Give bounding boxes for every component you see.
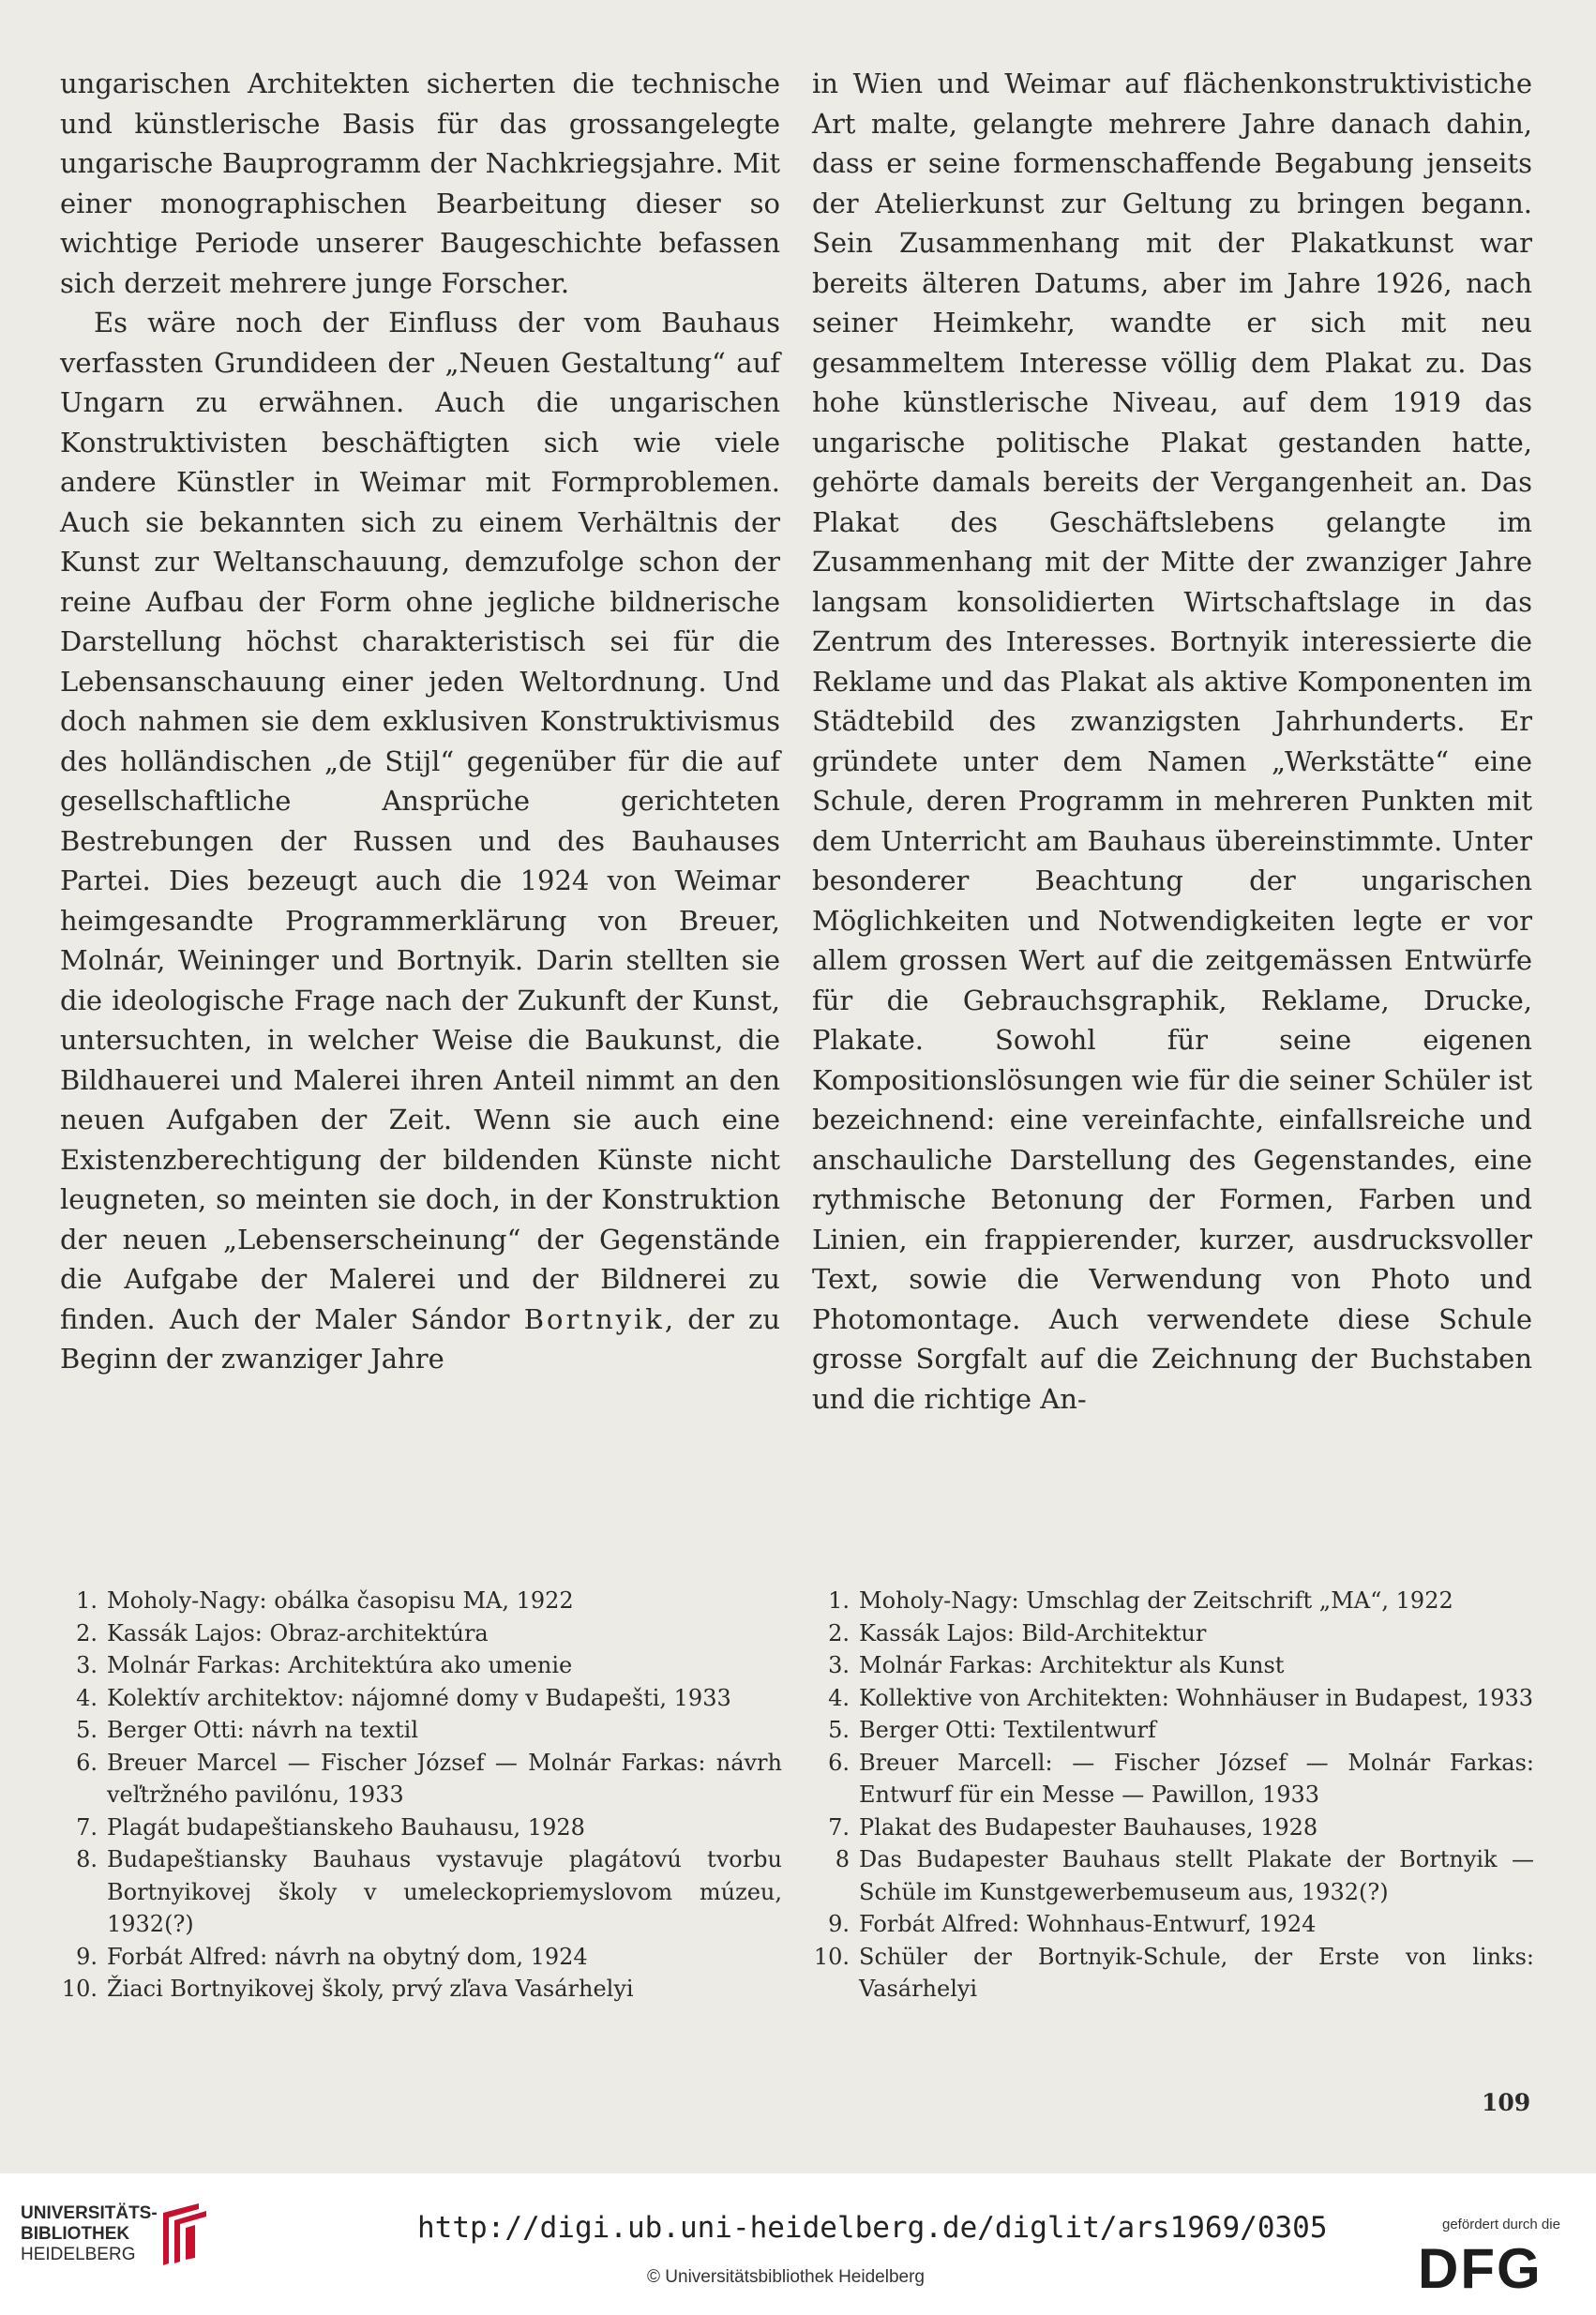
library-logo-text — [21, 2203, 158, 2265]
paragraph-2-end: , der zu Beginn der zwanziger Jahre — [60, 1302, 781, 1375]
caption-text: Kolektív architektov: nájomné domy v Budapešti, 1933 — [107, 1684, 731, 1711]
caption-text: Forbát Alfred: návrh na obytný dom, 1924 — [107, 1943, 588, 1970]
caption-number: 1. — [76, 1587, 98, 1614]
caption-text: Moholy-Nagy: Umschlag der Zeitschrift „MA“, 1922 — [859, 1587, 1453, 1614]
library-name-line3: HEIDELBERG — [21, 2245, 136, 2264]
caption-number: 2. — [76, 1619, 98, 1646]
page-number: 109 — [1482, 2089, 1531, 2116]
caption-item — [60, 1585, 782, 1617]
captions-slovak — [60, 1585, 782, 2006]
caption-item — [812, 1908, 1534, 1941]
caption-number: 3. — [828, 1652, 850, 1678]
caption-text: Kassák Lajos: Obraz-architektúra — [107, 1619, 489, 1646]
library-name-line2: BIBLIOTHEK — [21, 2224, 130, 2244]
caption-item — [812, 1649, 1534, 1682]
caption-item — [60, 1682, 782, 1715]
permalink-url[interactable]: http://digi.ub.uni-heidelberg.de/diglit/ars1969/0305 — [417, 2211, 1328, 2245]
left-text-column — [60, 64, 780, 1379]
caption-number: 6. — [828, 1749, 850, 1776]
caption-text: Žiaci Bortnyikovej školy, prvý zľava Vasárhelyi — [107, 1976, 634, 2002]
footer-bar — [0, 2173, 1596, 2315]
library-logo-icon — [158, 2200, 212, 2269]
caption-item — [60, 1714, 782, 1747]
dfg-logo: DFG — [1418, 2237, 1543, 2300]
caption-text: Breuer Marcell: — Fischer József — Molnár Farkas: Entwurf für ein Messe — Pawillon, 1933 — [859, 1749, 1534, 1808]
caption-number: 8 — [835, 1846, 850, 1872]
caption-number: 2. — [828, 1619, 850, 1646]
caption-number: 5. — [828, 1717, 850, 1743]
caption-text: Molnár Farkas: Architektúra ako umenie — [107, 1652, 573, 1678]
caption-text: Berger Otti: návrh na textil — [107, 1717, 418, 1743]
library-name-line1: UNIVERSITÄTS- — [21, 2203, 158, 2223]
caption-number: 7. — [76, 1813, 98, 1841]
paragraph-2-text: Es wäre noch der Einfluss der vom Bauhaus verfassten Grundideen der „Neuen Gestaltung“ auf Ungarn zu erwähnen. Auch die ungarischen Konstruktivisten beschäftigten sich wie viele andere Künstler in Weimar mit Formproblemen. Auch sie bekannten sich zu einem Verhältnis der Kunst zur Weltanschauung, demzufolge schon der reine Aufbau der Form ohne jegliche bildnerische Darstellung höchst charakteristisch sei für die Lebensanschauung einer jeden Weltordnung. Und doch nahmen sie dem exklusiven Konstruktivismus des holländischen „de Stijl“ gegenüber für die auf gesellschaftliche Ansprüche gerichteten Bestrebungen der Russen und des Bauhauses Partei. Dies bezeugt auch die 1924 von Weimar heimgesandte Programmerklärung von Breuer, Molnár, Weininger und Bortnyik. Darin stellten sie die ideologische Frage nach der Zukunft der Kunst, untersuchten, in welcher Weise die Baukunst, die Bildhauerei und Malerei ihren Anteil nimmt an den neuen Aufgaben der Zeit. Wenn sie auch eine Existenzberechtigung der bildenden Künste nicht leugneten, so meinten sie doch, in der Konstruktion der neuen „Lebenserscheinung“ der Gegenstände die Aufgabe der Malerei und der Bildnerei zu finden. Auch der Maler Sándor — [60, 307, 780, 1335]
caption-number: 9. — [828, 1911, 850, 1937]
caption-number: 3. — [76, 1652, 98, 1678]
caption-item — [60, 1811, 782, 1844]
caption-text: Kollektive von Architekten: Wohnhäuser in Budapest, 1933 — [859, 1684, 1534, 1711]
caption-number: 7. — [828, 1813, 850, 1841]
caption-item — [60, 1747, 782, 1811]
caption-number: 10. — [61, 1976, 98, 2002]
caption-number: 6. — [76, 1749, 98, 1776]
caption-item — [812, 1843, 1534, 1908]
caption-text: Plakat des Budapester Bauhauses, 1928 — [859, 1813, 1318, 1841]
caption-text: Budapeštiansky Bauhaus vystavuje plagátovú tvorbu Bortnyikovej školy v umeleckopriemyslovom múzeu, 1932(?) — [107, 1846, 782, 1937]
caption-item — [60, 1973, 782, 2006]
caption-number: 5. — [76, 1717, 98, 1743]
sponsor-text: gefördert durch die — [1442, 2217, 1560, 2232]
caption-text: Das Budapester Bauhaus stellt Plakate der Bortnyik — Schüle im Kunstgewerbemuseum aus, 1932(?) — [859, 1846, 1534, 1905]
caption-text: Moholy-Nagy: obálka časopisu MA, 1922 — [107, 1587, 574, 1614]
caption-text: Breuer Marcel — Fischer József — Molnár Farkas: návrh veľtržného pavilónu, 1933 — [107, 1749, 782, 1808]
name-bortnyik: Bortnyik — [523, 1302, 665, 1335]
paragraph-3: in Wien und Weimar auf flächenkonstruktivistiche Art malte, gelangte mehrere Jahre danach dahin, dass er seine formenschaffende Begabung jenseits der Atelierkunst zur Geltung zu bringen begann. Sein Zusammenhang mit der Plakatkunst war bereits älteren Datums, aber im Jahre 1926, nach seiner Heimkehr, wandte er sich mit neu gesammeltem Interesse völlig dem Plakat zu. Das hohe künstlerische Niveau, auf dem 1919 das ungarische politische Plakat gestanden hatte, gehörte damals bereits der Vergangenheit an. Das Plakat des Geschäftslebens gelangte im Zusammenhang mit der Mitte der zwanziger Jahre langsam konsolidierten Wirtschaftslage in das Zentrum des Interesses. Bortnyik interessierte die Reklame und das Plakat als aktive Komponenten im Städtebild des zwanzigsten Jahrhunderts. Er gründete unter dem Namen „Werkstätte“ eine Schule, deren Programm in mehreren Punkten mit dem Unterricht am Bauhaus übereinstimmte. Unter besonderer Beachtung der ungarischen Möglichkeiten und Notwendigkeiten legte er vor allem grossen Wert auf die zeitgemässen Entwürfe für die Gebrauchsgraphik, Reklame, Drucke, Plakate. Sowohl für seine eigenen Kompositionslösungen wie für die seiner Schüler ist bezeichnend: eine vereinfachte, einfallsreiche und anschauliche Darstellung des Gegenstandes, eine rythmische Betonung der Formen, Farben und Linien, ein frappierender, kurzer, ausdrucksvoller Text, sowie die Verwendung von Photo und Photomontage. Auch verwendete diese Schule grosse Sorgfalt auf die Zeichnung der Buchstaben und die richtige An- — [812, 68, 1532, 1415]
caption-item — [812, 1714, 1534, 1747]
caption-text: Molnár Farkas: Architektur als Kunst — [859, 1652, 1285, 1678]
copyright-notice: © Universitätsbibliothek Heidelberg — [647, 2267, 925, 2287]
caption-number: 4. — [828, 1684, 850, 1711]
caption-text: Berger Otti: Textilentwurf — [859, 1717, 1156, 1743]
caption-item — [812, 1585, 1534, 1617]
caption-item — [812, 1747, 1534, 1811]
caption-item — [812, 1617, 1534, 1650]
caption-number: 8. — [76, 1846, 98, 1872]
caption-text: Schüler der Bortnyik-Schule, der Erste von links: Vasárhelyi — [859, 1943, 1534, 2002]
caption-number: 1. — [828, 1587, 850, 1614]
paragraph-2 — [60, 303, 780, 1379]
caption-text: Plagát budapeštianskeho Bauhausu, 1928 — [107, 1813, 585, 1841]
caption-number: 10. — [813, 1943, 850, 1970]
caption-item — [60, 1843, 782, 1941]
caption-item — [812, 1811, 1534, 1844]
caption-item — [812, 1682, 1534, 1715]
paragraph-1: ungarischen Architekten sicherten die technische und künstlerische Basis für das grossangelegte ungarische Bauprogramm der Nachkriegsjahre. Mit einer monographischen Bearbeitung dieser so wichtige Periode unserer Baugeschichte befassen sich derzeit mehrere junge Forscher. — [60, 68, 780, 299]
caption-item — [60, 1941, 782, 1974]
captions-german — [812, 1585, 1534, 2006]
caption-number: 9. — [76, 1943, 98, 1970]
caption-text: Kassák Lajos: Bild-Architektur — [859, 1619, 1207, 1646]
right-text-column — [812, 64, 1532, 1419]
caption-item — [60, 1649, 782, 1682]
caption-item — [812, 1941, 1534, 2006]
caption-number: 4. — [76, 1684, 98, 1711]
caption-text: Forbát Alfred: Wohnhaus-Entwurf, 1924 — [859, 1911, 1317, 1937]
caption-item — [60, 1617, 782, 1650]
